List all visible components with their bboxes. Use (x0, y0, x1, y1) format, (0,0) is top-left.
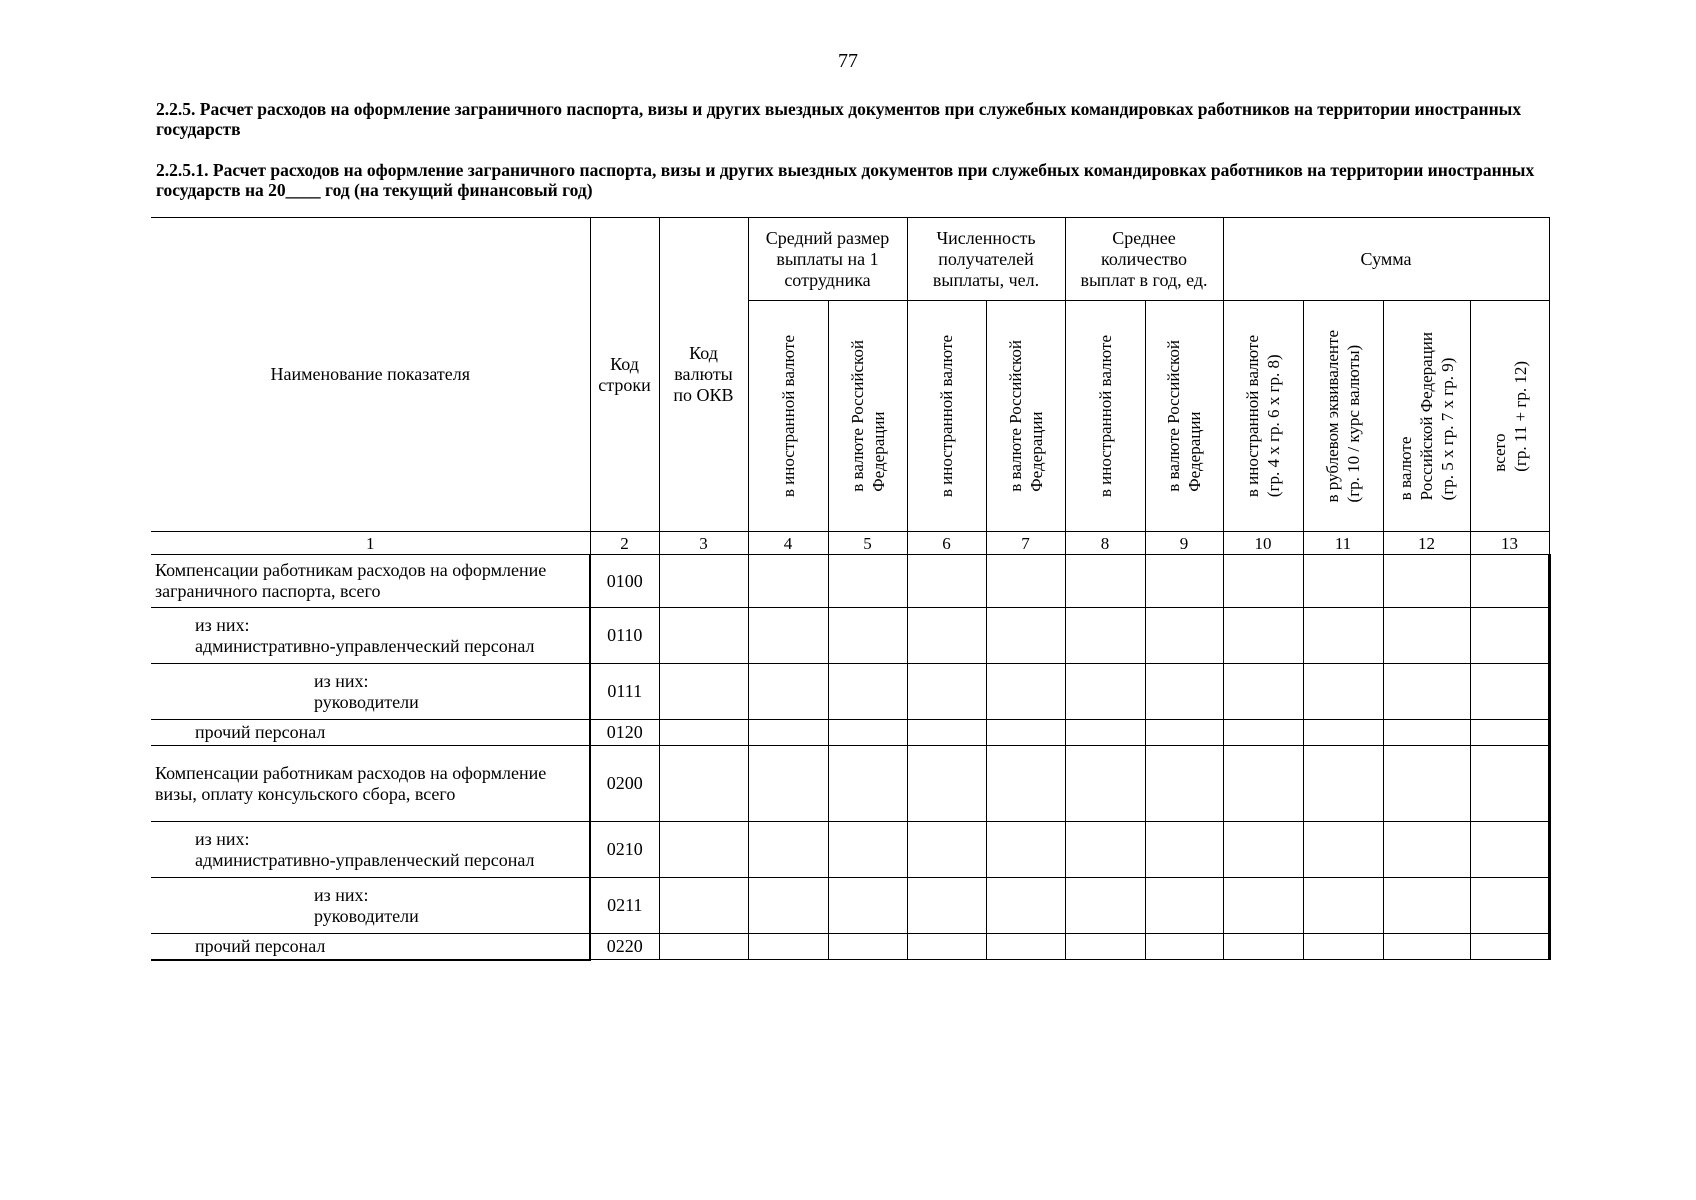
column-number: 4 (748, 532, 828, 555)
cell-value[interactable] (1223, 608, 1303, 664)
column-number: 13 (1470, 532, 1549, 555)
row-code: 0110 (590, 608, 659, 664)
cell-value[interactable] (986, 822, 1065, 878)
cell-value[interactable] (1145, 608, 1223, 664)
row-name (151, 608, 590, 664)
cell-currency-code[interactable] (659, 934, 748, 960)
cell-value[interactable] (907, 608, 986, 664)
sub-sum-rf-12: в валюте Российской Федерации (гр. 5 х гр. 7 х гр. 9) (1383, 301, 1470, 532)
cell-value[interactable] (986, 555, 1065, 608)
cell-value[interactable] (907, 878, 986, 934)
cell-value[interactable] (1383, 664, 1470, 720)
cell-value[interactable] (748, 555, 828, 608)
row-name: Компенсации работникам расходов на оформление визы, оплату консульского сбора, всего (151, 746, 590, 822)
table-row (151, 720, 1549, 746)
header-row-code: Код строки (590, 218, 659, 532)
cell-currency-code[interactable] (659, 878, 748, 934)
cell-currency-code[interactable] (659, 608, 748, 664)
column-number: 6 (907, 532, 986, 555)
cell-value[interactable] (986, 608, 1065, 664)
cell-value[interactable] (1223, 664, 1303, 720)
cell-value[interactable] (1383, 822, 1470, 878)
sub-sum-total-13: всего (гр. 11 + гр. 12) (1470, 301, 1549, 532)
cell-value[interactable] (1223, 934, 1303, 960)
sub-foreign-6: в иностранной валюте (907, 301, 986, 532)
cell-value[interactable] (1383, 608, 1470, 664)
cell-value[interactable] (1470, 878, 1549, 934)
cell-value[interactable] (986, 934, 1065, 960)
cell-value[interactable] (1470, 934, 1549, 960)
cell-value[interactable] (1065, 608, 1145, 664)
header-recipients: Численность получателей выплаты, чел. (907, 218, 1065, 301)
cell-value[interactable] (748, 746, 828, 822)
cell-value[interactable] (907, 822, 986, 878)
cell-value[interactable] (1065, 746, 1145, 822)
column-number: 11 (1303, 532, 1383, 555)
column-number: 10 (1223, 532, 1303, 555)
cell-value[interactable] (1223, 720, 1303, 746)
column-numbers-row (151, 532, 1549, 555)
cell-value[interactable] (828, 822, 907, 878)
cell-value[interactable] (1303, 720, 1383, 746)
cell-value[interactable] (1470, 664, 1549, 720)
sub-sum-foreign-10: в иностранной валюте (гр. 4 х гр. 6 х гр. 8) (1223, 301, 1303, 532)
cell-value[interactable] (1065, 822, 1145, 878)
header-avg-count: Среднее количество выплат в год, ед. (1065, 218, 1223, 301)
sub-rf-9: в валюте Российской Федерации (1145, 301, 1223, 532)
row-name: прочий персонал (151, 720, 590, 746)
row-name-prefix: из них: (314, 670, 369, 691)
cell-currency-code[interactable] (659, 664, 748, 720)
cell-value[interactable] (986, 746, 1065, 822)
cell-value[interactable] (1303, 664, 1383, 720)
row-code: 0220 (590, 934, 659, 960)
cell-currency-code[interactable] (659, 720, 748, 746)
table-row (151, 822, 1549, 878)
cell-value[interactable] (1145, 822, 1223, 878)
section-heading: 2.2.5. Расчет расходов на оформление заграничного паспорта, визы и других выездных документов при служебных командировках работников на территории иностранных государств (156, 99, 1522, 139)
cell-value[interactable] (1383, 934, 1470, 960)
cell-value[interactable] (828, 934, 907, 960)
cell-value[interactable] (828, 664, 907, 720)
row-name-text: административно-управленческий персонал (195, 849, 535, 870)
column-number: 1 (151, 532, 590, 555)
cell-value[interactable] (1223, 555, 1303, 608)
row-name-prefix: из них: (195, 614, 250, 635)
cell-value[interactable] (828, 608, 907, 664)
sub-rf-7: в валюте Российской Федерации (986, 301, 1065, 532)
row-code: 0200 (590, 746, 659, 822)
row-code: 0100 (590, 555, 659, 608)
cell-value[interactable] (1303, 878, 1383, 934)
cell-value[interactable] (1303, 934, 1383, 960)
row-name (151, 664, 590, 720)
cell-value[interactable] (1145, 746, 1223, 822)
cell-value[interactable] (986, 720, 1065, 746)
row-code: 0211 (590, 878, 659, 934)
table-row (151, 746, 1549, 822)
subsection-heading: 2.2.5.1. Расчет расходов на оформление заграничного паспорта, визы и других выездных документов при служебных командировках работников на территории иностранных государств на 20____ год (на текущий финансовый год) (156, 160, 1535, 200)
cell-value[interactable] (907, 720, 986, 746)
cell-value[interactable] (748, 664, 828, 720)
cell-value[interactable] (907, 555, 986, 608)
row-name: прочий персонал (151, 934, 590, 960)
column-number: 9 (1145, 532, 1223, 555)
cell-value[interactable] (1470, 720, 1549, 746)
header-sum: Сумма (1223, 218, 1549, 301)
sub-sum-rub-11: в рублевом эквиваленте (гр. 10 / курс валюты) (1303, 301, 1383, 532)
row-name-prefix: из них: (195, 828, 250, 849)
cell-value[interactable] (907, 664, 986, 720)
row-name (151, 878, 590, 934)
cell-value[interactable] (1223, 822, 1303, 878)
column-number: 3 (659, 532, 748, 555)
expense-calculation-table (151, 217, 1551, 961)
cell-value[interactable] (1065, 664, 1145, 720)
page-number: 77 (838, 50, 858, 72)
cell-value[interactable] (986, 664, 1065, 720)
table-row (151, 934, 1549, 960)
cell-value[interactable] (1383, 878, 1470, 934)
row-name-text: административно-управленческий персонал (195, 635, 535, 656)
cell-value[interactable] (1470, 608, 1549, 664)
cell-currency-code[interactable] (659, 822, 748, 878)
cell-value[interactable] (1303, 822, 1383, 878)
cell-value[interactable] (1303, 555, 1383, 608)
cell-value[interactable] (748, 608, 828, 664)
cell-value[interactable] (1065, 878, 1145, 934)
column-number: 5 (828, 532, 907, 555)
cell-value[interactable] (1383, 746, 1470, 822)
column-number: 7 (986, 532, 1065, 555)
cell-value[interactable] (748, 934, 828, 960)
row-name-text: руководители (314, 691, 419, 712)
cell-value[interactable] (907, 934, 986, 960)
row-code: 0111 (590, 664, 659, 720)
cell-value[interactable] (1145, 664, 1223, 720)
cell-value[interactable] (1223, 746, 1303, 822)
cell-value[interactable] (1470, 746, 1549, 822)
cell-value[interactable] (1145, 720, 1223, 746)
cell-value[interactable] (828, 720, 907, 746)
header-currency-code: Код валюты по ОКВ (659, 218, 748, 532)
cell-value[interactable] (1303, 746, 1383, 822)
table-row (151, 608, 1549, 664)
row-name: Компенсации работникам расходов на оформление заграничного паспорта, всего (151, 555, 590, 608)
sub-foreign-8: в иностранной валюте (1065, 301, 1145, 532)
cell-value[interactable] (1145, 934, 1223, 960)
cell-currency-code[interactable] (659, 555, 748, 608)
cell-value[interactable] (748, 822, 828, 878)
cell-value[interactable] (1303, 608, 1383, 664)
cell-value[interactable] (1065, 720, 1145, 746)
column-number: 2 (590, 532, 659, 555)
row-name-text: руководители (314, 905, 419, 926)
cell-value[interactable] (1383, 555, 1470, 608)
column-number: 8 (1065, 532, 1145, 555)
cell-value[interactable] (828, 878, 907, 934)
header-avg-payment: Средний размер выплаты на 1 сотрудника (748, 218, 907, 301)
cell-value[interactable] (748, 878, 828, 934)
sub-rf-5: в валюте Российской Федерации (828, 301, 907, 532)
cell-value[interactable] (1065, 934, 1145, 960)
header-row-groups (151, 218, 1549, 301)
row-code: 0120 (590, 720, 659, 746)
table-row (151, 878, 1549, 934)
column-number: 12 (1383, 532, 1470, 555)
sub-foreign-4: в иностранной валюте (748, 301, 828, 532)
cell-value[interactable] (986, 878, 1065, 934)
row-code: 0210 (590, 822, 659, 878)
table-row (151, 664, 1549, 720)
cell-value[interactable] (1145, 555, 1223, 608)
header-indicator-name: Наименование показателя (151, 218, 590, 532)
cell-value[interactable] (1145, 878, 1223, 934)
cell-value[interactable] (1470, 555, 1549, 608)
cell-value[interactable] (1223, 878, 1303, 934)
row-name (151, 822, 590, 878)
cell-value[interactable] (1065, 555, 1145, 608)
cell-value[interactable] (828, 555, 907, 608)
table-row (151, 555, 1549, 608)
cell-value[interactable] (907, 746, 986, 822)
cell-currency-code[interactable] (659, 746, 748, 822)
cell-value[interactable] (1470, 822, 1549, 878)
cell-value[interactable] (748, 720, 828, 746)
row-name-prefix: из них: (314, 884, 369, 905)
cell-value[interactable] (828, 746, 907, 822)
cell-value[interactable] (1383, 720, 1470, 746)
